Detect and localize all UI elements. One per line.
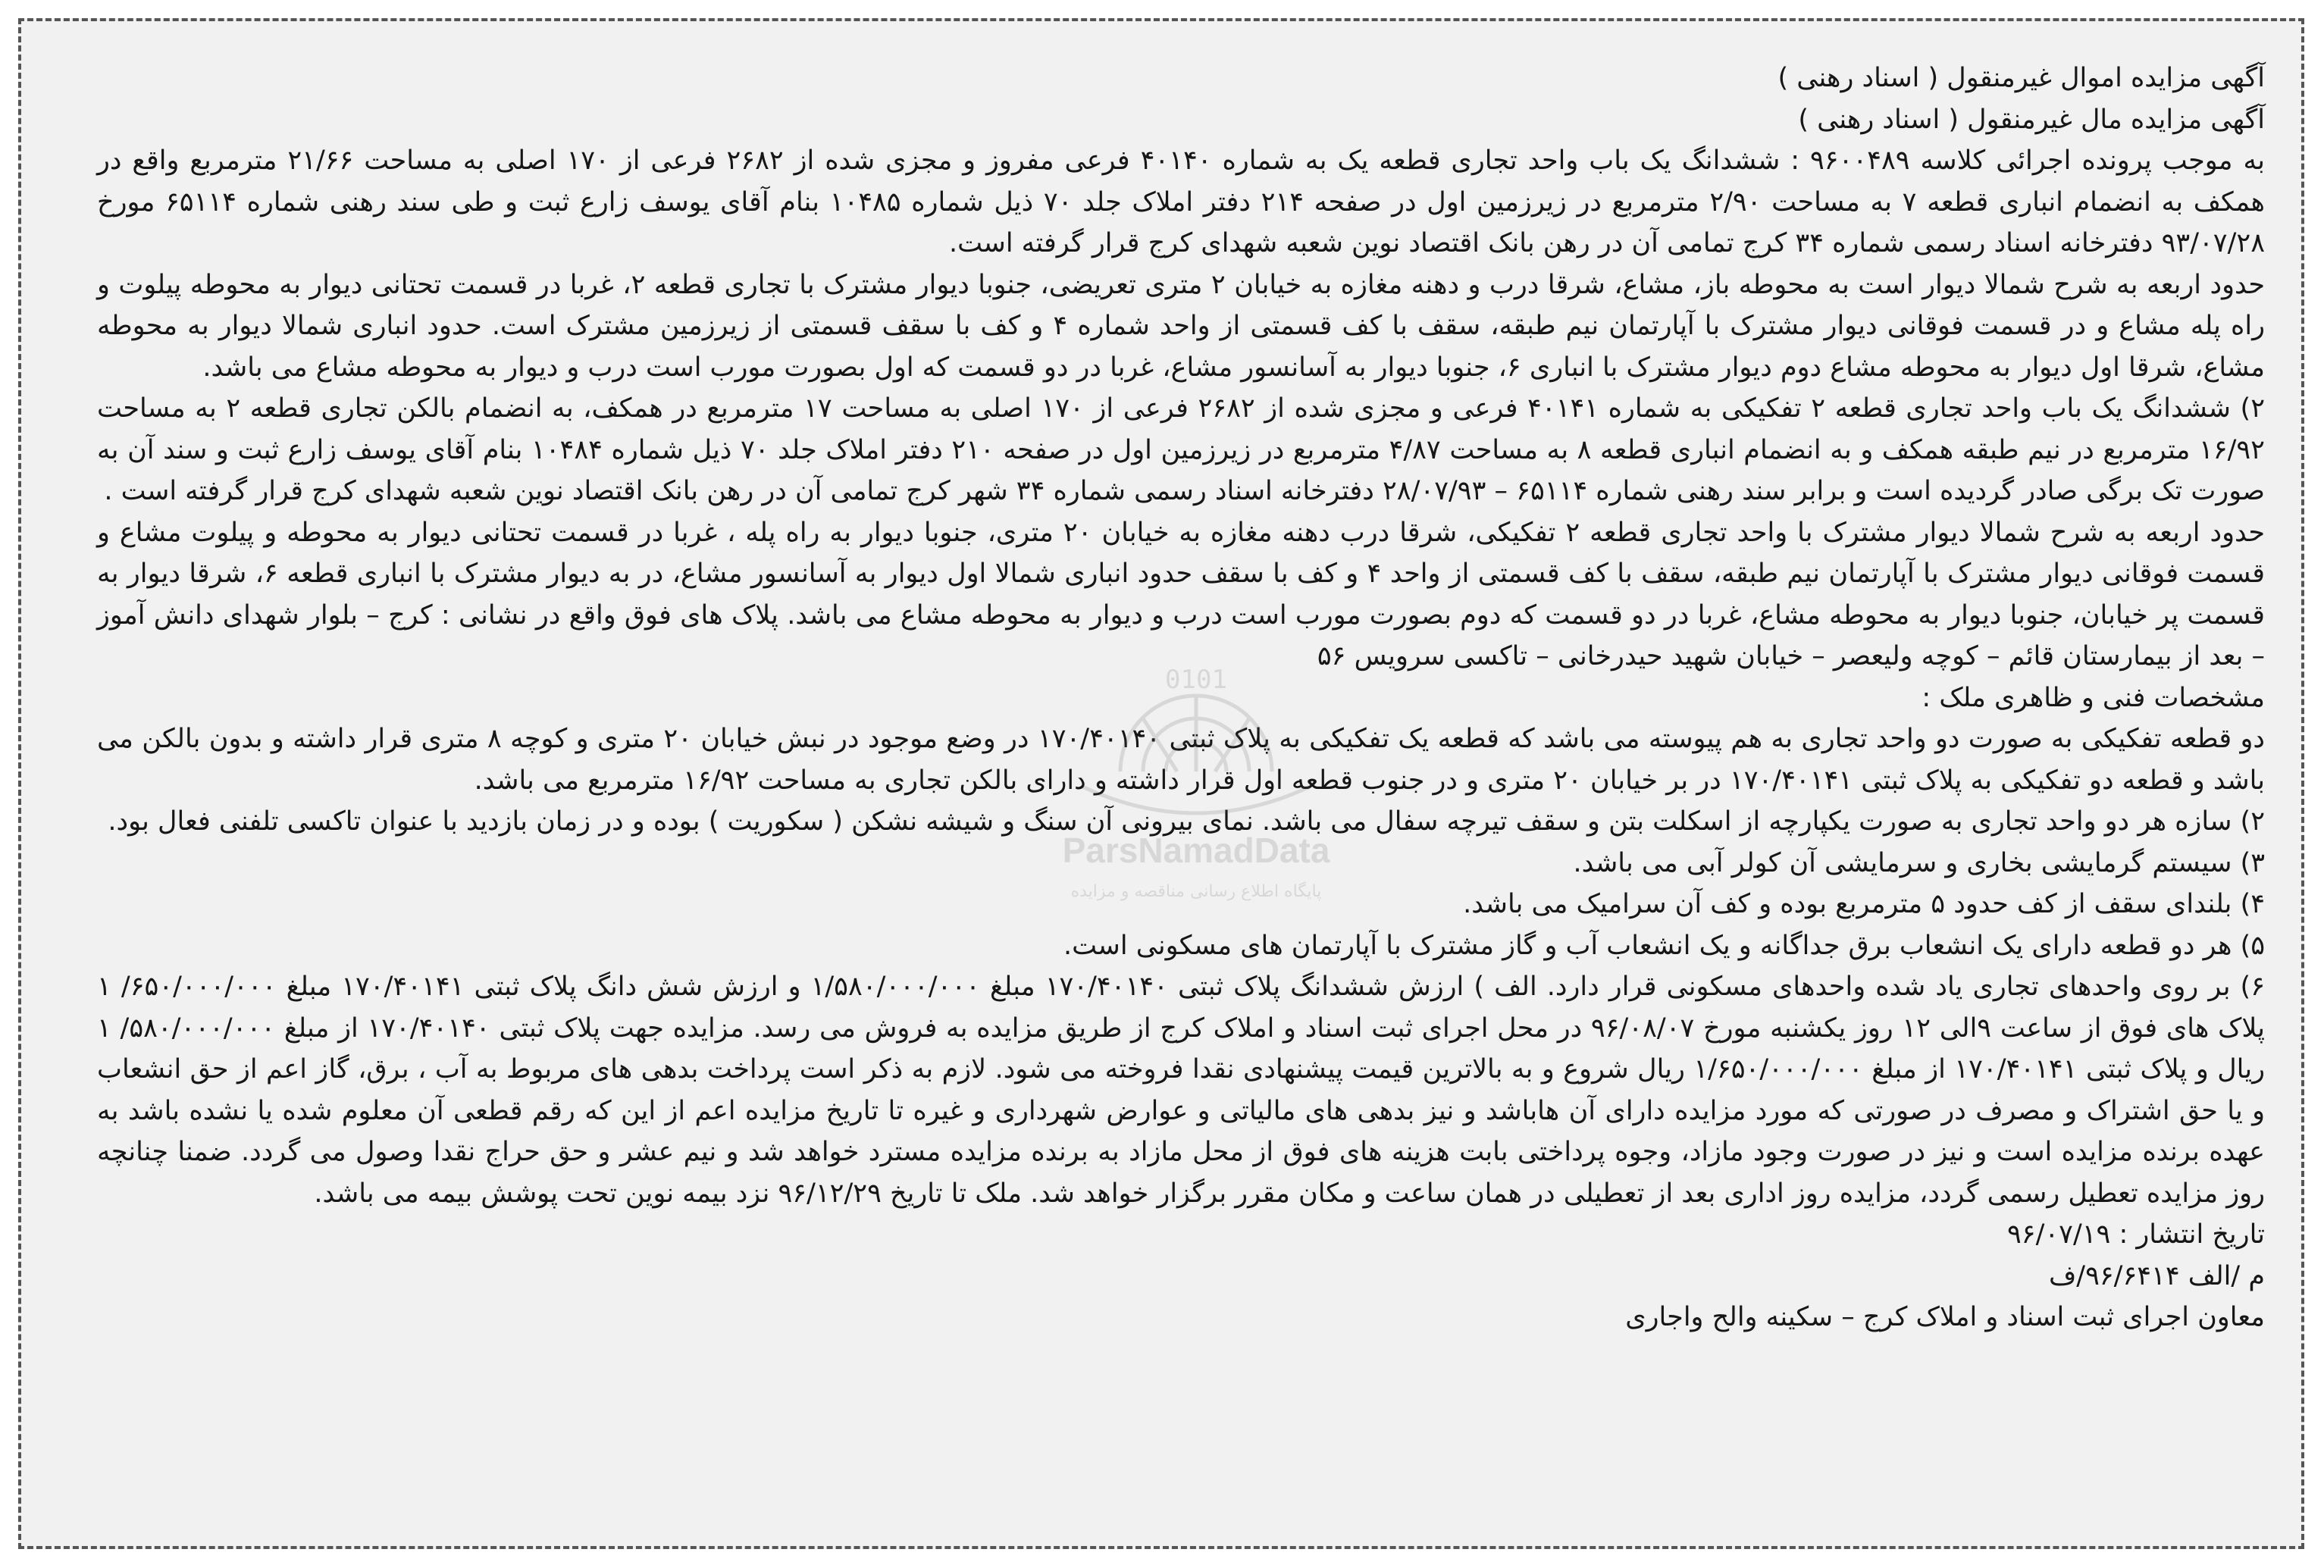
spec-item-6-auction-terms: ۶) بر روی واحدهای تجاری یاد شده واحدهای مسکونی قرار دارد. الف ) ارزش ششدانگ پلاک ثبتی ۱۷۰/۴۰۱۴۰ مبلغ ۱/۵۸۰/۰۰۰/۰۰۰ و ارزش شش دانگ پلاک ثبتی ۱۷۰/۴۰۱۴۱ مبلغ ۶۵۰/۰۰۰/۰۰۰/ ۱ پلاک های فوق از ساعت ۹الی ۱۲ روز یکشنبه مورخ ۹۶/۰۸/۰۷ در محل اجرای ثبت اسناد و املاک کرج از طریق مزایده به فروش می رسد. مزایده جهت پلاک ثبتی ۱۷۰/۴۰۱۴۰ از مبلغ ۵۸۰/۰۰۰/۰۰۰/ ۱ ریال و پلاک ثبتی ۱۷۰/۴۰۱۴۱ از مبلغ ۱/۶۵۰/۰۰۰/۰۰۰ ریال شروع و به بالاترین قیمت پیشنهادی نقدا فروخته می شود. لازم به ذکر است پرداخت بدهی های مربوط به آب ، برق، گاز اعم از حق انشعاب و یا حق اشتراک و مصرف در صورتی که مورد مزایده دارای آن هاباشد و نیز بدهی های مالیاتی و عوارض شهرداری و غیره تا تاریخ مزایده اعم از این که رقم قطعی آن معلوم شده یا نشده باشد به عهده برنده مزایده است و نیز در صورت وجود مازاد، وجوه پرداختی بابت هزینه های فوق از محل مازاد به برنده مزایده مسترد خواهد شد و نیم عشر و حق حراج نقدا وصول می گردد. ضمنا چنانچه روز مزایده تعطیل رسمی گردد، مزایده روز اداری بعد از تعطیلی در همان ساعت و مکان مقرر برگزار خواهد شد. ملک تا تاریخ ۹۶/۱۲/۲۹ نزد بیمه نوین تحت پوشش بیمه می باشد.: [97, 972, 2266, 1209]
spec-item-1: دو قطعه تفکیکی به صورت دو واحد تجاری به هم پیوسته می باشد که قطعه یک تفکیکی به پلاک ثبتی ۱۷۰/۴۰۱۴۰ در وضع موجود در نبش خیابان ۲۰ متری و کوچه ۸ متری قرار داشته و بدون بالکن می باشد و قطعه دو تفکیکی به پلاک ثبتی ۱۷۰/۴۰۱۴۱ در بر خیابان ۲۰ متری و در جنوب قطعه اول قرار داشته و دارای بالکن تجاری به مساحت ۱۶/۹۲ مترمربع می باشد.: [97, 724, 2265, 796]
svg-text:ParsNamadData: ParsNamadData: [1062, 831, 1330, 870]
property-2-description: ۲) ششدانگ یک باب واحد تجاری قطعه ۲ تفکیکی به شماره ۴۰۱۴۱ فرعی و مجزی شده از ۲۶۸۲ فرعی از ۱۷۰ اصلی به مساحت ۱۷ مترمربع در همکف، به انضمام بالکن تجاری قطعه ۲ به مساحت ۱۶/۹۲ مترمربع در نیم طبقه همکف و به انضمام انباری قطعه ۸ به مساحت ۴/۸۷ مترمربع در زیرزمین اول در صفحه ۲۱۰ دفتر املاک جلد ۷۰ ذیل شماره ۱۰۴۸۴ بنام آقای یوسف زارع ثبت و سند آن به صورت تک برگی صادر گردیده است و برابر سند رهنی شماره ۶۵۱۱۴ – ۲۸/۰۷/۹۳ دفترخانه اسناد رسمی شماره ۳۴ شهر کرج تمامی آن در رهن بانک اقتصاد نوین شعبه شهدای کرج قرار گرفته است .: [97, 393, 2266, 506]
property-2-boundaries: حدود اربعه به شرح شمالا دیوار مشترک با واحد تجاری قطعه ۲ تفکیکی، شرقا درب دهنه مغازه به خیابان ۲۰ متری، جنوبا دیوار به راه پله ، غربا در قسمت تحتانی دیوار به محوطه و پیلوت مشاع و قسمت فوقانی دیوار مشترک با آپارتمان نیم طبقه، سقف با کف قسمتی از واحد ۴ و کف با سقف حدود انباری شمالا اول دیوار به آسانسور مشاع، در به دیوار مشترک با انباری قطعه ۶، شرقا دیوار به قسمت پر خیابان، جنوبا دیوار به محوطه مشاع، غربا در دو قسمت که دوم بصورت مورب است درب و دیوار به محوطه مشاع می باشد. پلاک های فوق واقع در نشانی : کرج – بلوار شهدای دانش آموز – بعد از بیمارستان قائم – کوچه ولیعصر – خیابان شهید حیدرخانی – تاکسی سرویس ۵۶: [97, 517, 2265, 671]
spec-item-4: ۴) بلندای سقف از کف حدود ۵ مترمربع بوده و کف آن سرامیک می باشد.: [1463, 889, 2265, 919]
property-1-boundaries: حدود اربعه به شرح شمالا دیوار است به محوطه باز، مشاع، شرقا درب و دهنه مغازه به خیابان ۲ متری تعریضی، جنوبا دیوار مشترک با تجاری قطعه ۲، غربا در قسمت تحتانی دیوار به محوطه پیلوت و راه پله مشاع و در قسمت فوقانی دیوار مشترک با آپارتمان نیم طبقه، سقف با کف قسمتی از واحد شماره ۴ و کف با سقف قسمتی از زیرزمین مشترک است. حدود انباری شمالا دیوار به محوطه مشاع، شرقا اول دیوار به محوطه مشاع دوم دیوار مشترک با انباری ۶، جنوبا دیوار به آسانسور مشاع، غربا در دو قسمت که اول بصورت مورب است درب و دیوار به محوطه مشاع می باشد.: [97, 269, 2265, 383]
notice-frame: [18, 18, 2304, 1549]
notice-title: آگهی مزایده اموال غیرمنقول ( اسناد رهنی ): [1777, 63, 2265, 93]
technical-specs-heading: مشخصات فنی و ظاهری ملک :: [1922, 682, 2265, 713]
notice-body: [97, 58, 2265, 1338]
reference-number: م /الف ۹۶/۶۴۱۴/ف: [2048, 1260, 2265, 1291]
spec-item-3: ۳) سیستم گرمایشی بخاری و سرمایشی آن کولر آبی می باشد.: [1573, 847, 2265, 878]
spec-item-2: ۲) سازه هر دو واحد تجاری به صورت یکپارچه از اسکلت بتن و سقف تیرچه سفال می باشد. نمای بیرونی آن سنگ و شیشه نشکن ( سکوریت ) بوده و در زمان بازدید با عنوان تاکسی تلفنی فعال بود.: [108, 806, 2265, 837]
property-1-description: به موجب پرونده اجرائی کلاسه ۹۶۰۰۴۸۹ : ششدانگ یک باب واحد تجاری قطعه یک به شماره ۴۰۱۴۰ فرعی مفروز و مجزی شده از ۲۶۸۲ فرعی از ۱۷۰ اصلی به مساحت ۲۱/۶۶ مترمربع واقع در همکف به انضمام انباری قطعه ۷ به مساحت ۲/۹۰ مترمربع در زیرزمین اول در صفحه ۲۱۴ دفتر املاک جلد ۷۰ ذیل شماره ۱۰۴۸۵ بنام آقای یوسف زارع ثبت و طی سند رهنی شماره ۶۵۱۱۴ مورخ ۹۳/۰۷/۲۸ دفترخانه اسناد رسمی شماره ۳۴ کرج تمامی آن در رهن بانک اقتصاد نوین شعبه شهدای کرج قرار گرفته است.: [97, 146, 2265, 258]
svg-text:0101: 0101: [1165, 665, 1227, 695]
notice-subtitle: آگهی مزایده مال غیرمنقول ( اسناد رهنی ): [1798, 104, 2265, 135]
signature-line: معاون اجرای ثبت اسناد و املاک کرج – سکینه والح واجاری: [1625, 1302, 2265, 1332]
spec-item-5: ۵) هر دو قطعه دارای یک انشعاب برق جداگانه و یک انشعاب آب و گاز مشترک با آپارتمان های مسکونی است.: [1063, 930, 2265, 961]
publication-date: تاریخ انتشار : ۹۶/۰۷/۱۹: [2006, 1219, 2265, 1250]
svg-text:پایگاه اطلاع رسانی مناقصه و مز: پایگاه اطلاع رسانی مناقصه و مزایده: [1070, 882, 1322, 901]
